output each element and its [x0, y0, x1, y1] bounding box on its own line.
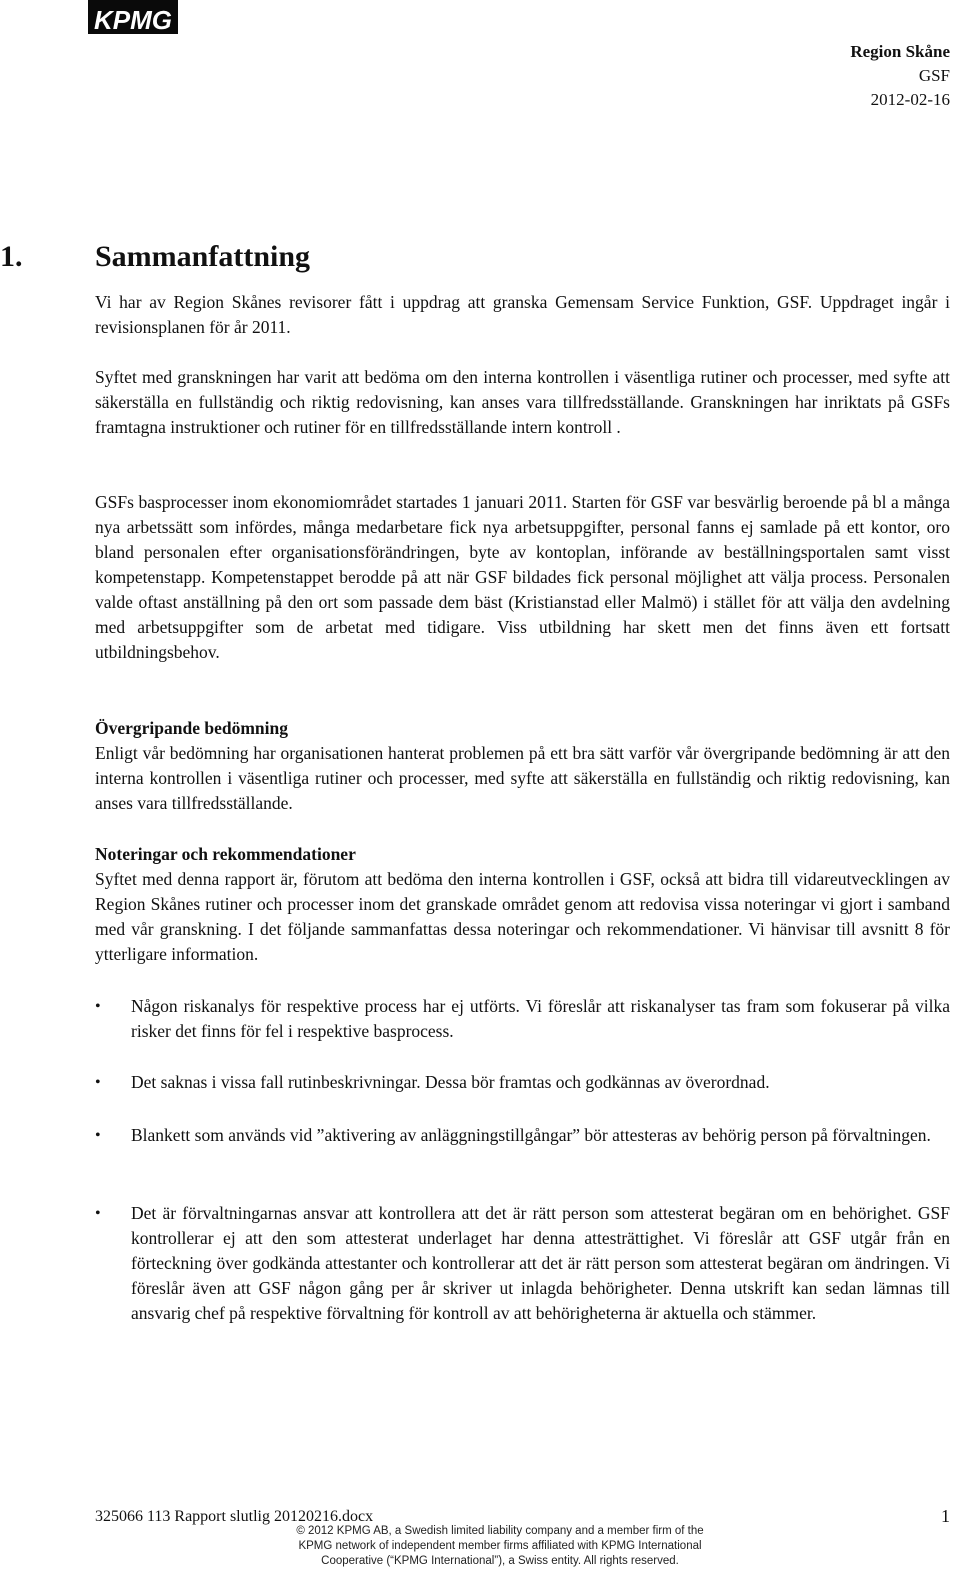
copyright-line: KPMG network of independent member firms affiliated with KPMG International: [298, 1540, 702, 1552]
document-header: [850, 40, 950, 112]
header-unit: GSF: [918, 66, 950, 85]
paragraph-text: Vi har av Region Skånes revisorer fått i uppdrag att granska Gemensam Service Funktion, GSF. Uppdraget ingår i revisionsplanen för år 2011.: [95, 292, 950, 337]
notes-text: Syftet med denna rapport är, förutom att bedöma den interna kontrollen i GSF, också att bidra till vidareutvecklingen av Region Skånes rutiner och processer inom det granskade området genom att redovisa vissa noteringar vi gjort i samband med vår granskning. I det följande sammanfattas dessa noteringar och rekommendationer. Vi hänvisar till avsnitt 8 för ytterligare information.: [95, 869, 950, 964]
paragraph-background: [95, 490, 950, 665]
copyright-line: © 2012 KPMG AB, a Swedish limited liability company and a member firm of the: [296, 1525, 704, 1537]
assessment-heading: Övergripande bedömning: [95, 718, 289, 738]
list-item-text: Det är förvaltningarnas ansvar att kontrollera att det är rätt person som attesterat begäran om en behörighet. GSF kontrollerar ej att den som attesterat underlaget har denna attesträttighet. Vi föreslår att GSF utgår från en förteckning över godkända attestanter och kontrollerar att det är rätt person som attesterat begäran om ändringen. Vi föreslår även att GSF någon gång per år skriver ut inlagda behörigheter. Denna utskrift kan sedan lämnas till ansvarig chef på respektive förvaltning för kontroll av att behörigheterna är aktuella och stämmer.: [131, 1203, 950, 1323]
bullet-icon: •: [95, 1074, 101, 1091]
paragraph-text: GSFs basprocesser inom ekonomiområdet startades 1 januari 2011. Starten för GSF var besvärlig beroende på bl a många nya arbetssätt som infördes, många medarbetare fick nya arbetsuppgifter, personal fanns ej samlade på ett kontor, oro bland personalen efter organisationsförändringen, byte av kontoplan, införande av beställningsportalen samt visst kompetenstapp. Kompetenstappet berodde på att när GSF bildades fick personal möjlighet att välja process. Personalen valde oftast anställning på den ort som passade dem bäst (Kristianstad eller Malmö) i stället för att välja den avdelning med arbetsuppgifter som de arbetat med tidigare. Viss utbildning har skett men det finns även ett fortsatt utbildningsbehov.: [95, 492, 950, 662]
footer-filename: 325066 113 Rapport slutlig 20120216.docx: [95, 1508, 374, 1525]
list-item: [95, 1123, 950, 1148]
list-item: [95, 1070, 950, 1095]
header-organization: Region Skåne: [850, 42, 950, 61]
list-item: [95, 1201, 950, 1326]
section-title: Sammanfattning: [95, 240, 311, 273]
bullet-icon: •: [95, 998, 101, 1015]
copyright-line: Cooperative (“KPMG International”), a Swiss entity. All rights reserved.: [321, 1555, 679, 1567]
list-item: [95, 994, 950, 1044]
section-heading: [0, 240, 310, 274]
bullet-icon: •: [95, 1205, 101, 1222]
notes-section: [95, 842, 950, 967]
kpmg-logo: [88, 0, 178, 34]
assessment-text: Enligt vår bedömning har organisationen hanterat problemen på ett bra sätt varför vår övergripande bedömning är att den interna kontrollen i väsentliga rutiner och processer, med syfte att säkerställa en fullständig och riktig redovisning, kan anses vara tillfredsställande.: [95, 743, 950, 813]
page-number: 1: [941, 1506, 950, 1526]
footer-copyright: [280, 1524, 720, 1569]
list-item-text: Någon riskanalys för respektive process har ej utförts. Vi föreslår att riskanalyser tas fram som fokuserar på vilka risker det finns för fel i respektive basprocess.: [131, 996, 950, 1041]
bullet-icon: •: [95, 1127, 101, 1144]
section-number: 1.: [0, 240, 23, 273]
list-item-text: Det saknas i vissa fall rutinbeskrivningar. Dessa bör framtas och godkännas av överordnad.: [131, 1072, 770, 1092]
list-item-text: Blankett som används vid ”aktivering av anläggningstillgångar” bör attesteras av behörig person på förvaltningen.: [131, 1125, 931, 1145]
paragraph-text: Syftet med granskningen har varit att bedöma om den interna kontrollen i väsentliga rutiner och processer, med syfte att säkerställa en fullständig och riktig redovisning, kan anses vara tillfredsställande. Granskningen har inriktats på GSFs framtagna instruktioner och rutiner för en tillfredsställande intern kontroll .: [95, 367, 950, 437]
header-date: 2012-02-16: [870, 90, 950, 109]
paragraph-purpose: [95, 365, 950, 440]
assessment-section: [95, 716, 950, 816]
paragraph-intro: [95, 290, 950, 340]
logo-text: KPMG: [94, 5, 172, 35]
notes-heading: Noteringar och rekommendationer: [95, 844, 356, 864]
